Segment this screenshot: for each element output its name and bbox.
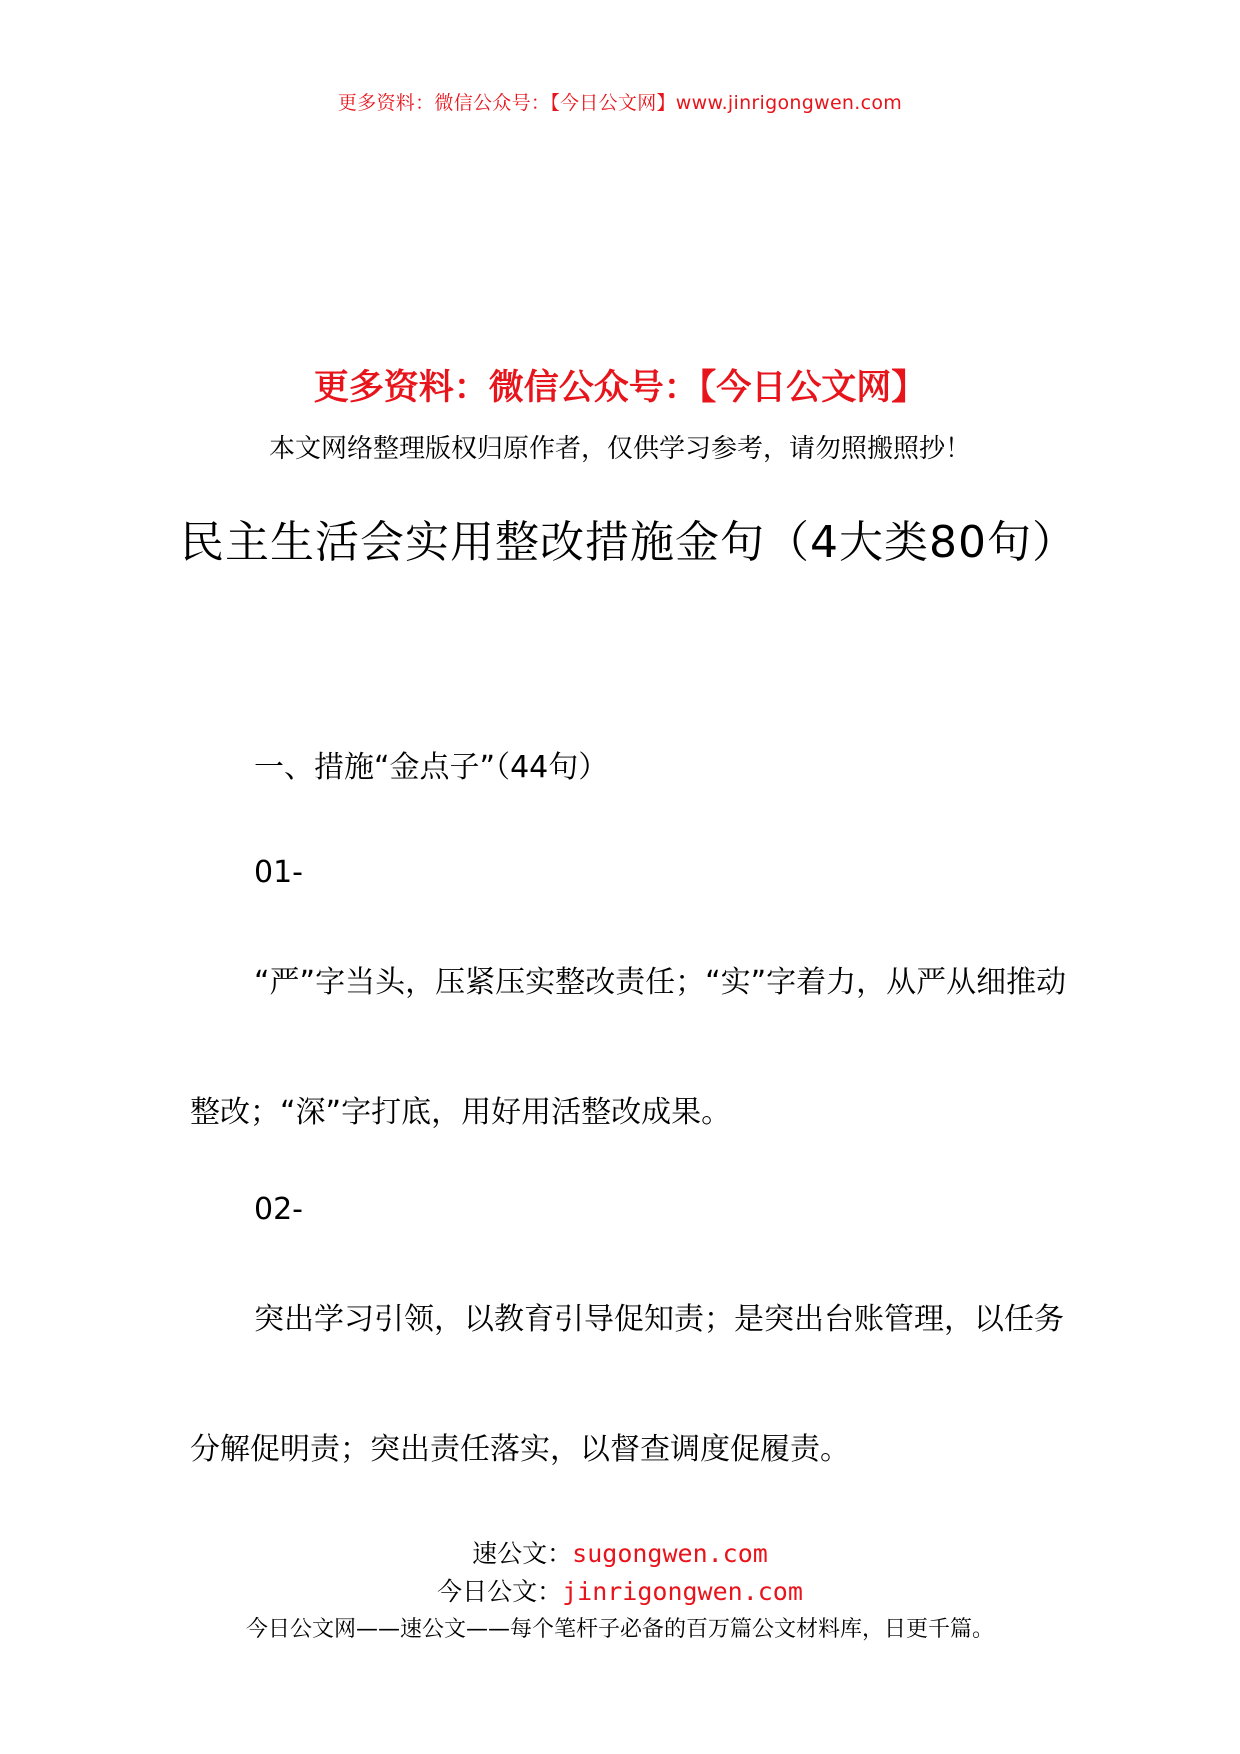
- footer-link-sugongwen[interactable]: sugongwen.com: [572, 1539, 768, 1568]
- page-footer: [0, 1535, 1240, 1649]
- footer-label: 速公文：: [472, 1539, 573, 1568]
- footer-line-sugongwen: [0, 1535, 1240, 1573]
- item-number: 01-: [254, 855, 303, 890]
- footer-label: 今日公文：: [437, 1577, 563, 1606]
- promo-title: 更多资料：微信公众号：【今日公文网】: [313, 368, 927, 408]
- header-promo-text: 更多资料：微信公众号：【今日公文网】www.jinrigongwen.com: [337, 92, 903, 114]
- page-header: [0, 88, 1240, 115]
- item-number: 02-: [254, 1192, 303, 1227]
- item-text: 突出学习引领，以教育引导促知责；是突出台账管理，以任务分解促明责；突出责任落实，以督查调度促履责。: [190, 1302, 1064, 1467]
- copyright-disclaimer: 本文网络整理版权归原作者，仅供学习参考，请勿照搬照抄！: [268, 434, 971, 464]
- item-text: “严”字当头，压紧压实整改责任；“实”字着力，从严从细推动整改；“深”字打底，用好用活整改成果。: [190, 965, 1067, 1130]
- footer-slogan: 今日公文网——速公文——每个笔杆子必备的百万篇公文材料库，日更千篇。: [245, 1617, 994, 1642]
- footer-link-jinrigongwen[interactable]: jinrigongwen.com: [562, 1577, 803, 1606]
- section-heading: 一、措施“金点子”（44句）: [254, 750, 609, 785]
- document-title: 民主生活会实用整改措施金句（4大类80句）: [180, 517, 1077, 568]
- footer-line-jinrigongwen: [0, 1573, 1240, 1611]
